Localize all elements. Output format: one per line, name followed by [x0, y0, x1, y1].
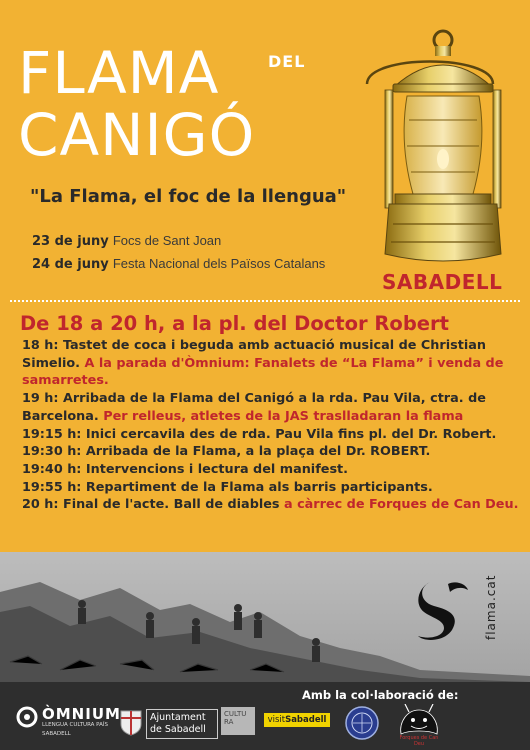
ajuntament-line1: Ajuntament: [150, 712, 206, 723]
omnium-name: ÒMNIUM: [42, 705, 121, 723]
program-item-highlight: Per relleus, atletes de la JAS traslladaran la flama: [103, 408, 464, 424]
cultura-logo: [221, 707, 255, 735]
program-item: [22, 479, 522, 497]
visit-prefix: visit: [267, 715, 286, 725]
program-item: [22, 390, 522, 425]
sabadell-shield-icon: [120, 710, 142, 736]
title-del: DEL: [268, 52, 306, 71]
program-item: [22, 337, 522, 390]
date-2: 24 de juny: [32, 257, 109, 272]
city-label: SABADELL: [382, 270, 503, 294]
visit-sabadell-logo: [264, 713, 330, 727]
title-canigo: CANIGÓ: [18, 101, 256, 169]
program-item-text: 19:15 h: Inici cercavila des de rda. Pau Vila fins pl. del Dr. Robert.: [22, 426, 497, 442]
date-1: 23 de juny: [32, 234, 109, 249]
forques-label: Forques de Can Deu: [399, 735, 439, 747]
lantern-icon: [355, 24, 505, 268]
program-item: [22, 496, 522, 514]
program-list: [22, 337, 522, 514]
program-item: [22, 461, 522, 479]
flama-logo-icon: [412, 576, 472, 648]
divider-top: [10, 300, 520, 302]
program-item-highlight: a càrrec de Forques de Can Deu.: [284, 497, 519, 513]
site-url: flama.cat: [484, 574, 498, 640]
cultura-line1: CULTU: [224, 710, 247, 718]
omnium-logo-icon: [16, 706, 38, 728]
subtitle: "La Flama, el foc de la llengua": [30, 186, 347, 207]
date-line-2: [32, 256, 325, 272]
date-2-event: Festa Nacional dels Països Catalans: [112, 256, 326, 271]
ajuntament-logo: [146, 709, 218, 739]
program-item-text: 19:40 h: Intervencions i lectura del manifest.: [22, 461, 349, 477]
program-item: [22, 426, 522, 444]
program-item-text: 19 h: Arribada de la Flama del Canigó a la rda. Pau Vila, ctra. de Barcelona.: [22, 391, 486, 424]
program-item-text: 19:30 h: Arribada de la Flama, a la plaça del Dr. ROBERT.: [22, 444, 431, 460]
jas-logo-icon: [345, 706, 379, 740]
program-item-text: 19:55 h: Repartiment de la Flama als barris participants.: [22, 479, 433, 495]
date-1-event: Focs de Sant Joan: [112, 233, 222, 248]
ajuntament-line2: de Sabadell: [150, 724, 206, 735]
omnium-city: SABADELL: [42, 731, 71, 737]
visit-name: Sabadell: [285, 715, 327, 725]
collab-label: Amb la col·laboració de:: [302, 688, 459, 702]
omnium-tagline: LLENGUA CULTURA PAÍS: [42, 722, 109, 728]
title-flama: FLAMA: [18, 39, 220, 107]
date-line-1: [32, 233, 221, 249]
cultura-line2: RA: [224, 718, 234, 726]
program-item-text: 20 h: Final de l'acte. Ball de diables: [22, 497, 284, 513]
program-item: [22, 443, 522, 461]
program-item-text: 18 h: Tastet de coca i beguda amb actuació musical de Christian Simelio.: [22, 338, 486, 371]
program-item-highlight: A la parada d'Òmnium: Fanalets de “La Flama” i venda de samarretes.: [22, 355, 504, 389]
program-headline: De 18 a 20 h, a la pl. del Doctor Robert: [20, 312, 449, 335]
